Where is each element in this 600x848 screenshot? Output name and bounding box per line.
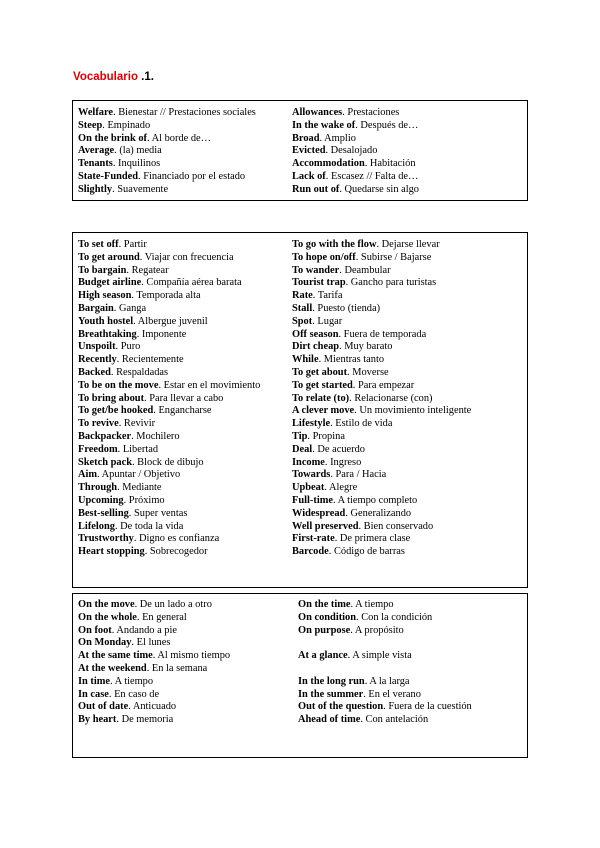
vocab-term: Lifelong [78, 520, 115, 532]
vocab-term: Accommodation [292, 158, 365, 170]
vocab-entry [78, 482, 292, 495]
vocab-definition: . Para / Hacia [330, 469, 387, 481]
vocab-entry [292, 482, 528, 495]
vocab-term: To bring about [78, 392, 145, 404]
vocab-definition: . Fuera de temporada [338, 328, 427, 340]
vocab-definition: . Empinado [102, 119, 151, 131]
vocab-entry [78, 521, 292, 534]
vocab-term: Bargain [78, 302, 114, 314]
vocab-definition: . Revivir [118, 418, 156, 430]
vocab-term: Upcoming [78, 494, 124, 506]
vocab-term: Youth hostel [78, 315, 134, 327]
vocab-term: Slightly [78, 183, 113, 195]
vocab-definition: . Inquilinos [112, 158, 161, 170]
vocab-entry [292, 252, 528, 265]
vocab-entry [292, 239, 528, 252]
vocab-definition: . Desalojado [325, 145, 378, 157]
vocab-entry [292, 367, 528, 380]
vocab-definition: . Con la condición [356, 611, 433, 623]
vocab-definition: . Ganga [113, 302, 147, 314]
vocab-box-2 [72, 232, 528, 588]
vocab-term: On condition [298, 611, 357, 623]
vocab-term: Backed [78, 366, 111, 378]
vocab-term: At the same time [78, 650, 153, 662]
vocab-definition: . Bien conservado [358, 520, 434, 532]
vocab-definition: . Apuntar / Objetivo [97, 469, 181, 481]
vocab-entry [292, 546, 528, 559]
vocab-definition: . A la larga [364, 675, 410, 687]
vocab-definition: . Albergue juvenil [133, 315, 208, 327]
vocab-definition: . Imponente [136, 328, 187, 340]
vocab-box-3 [72, 593, 528, 758]
vocab-entry [298, 612, 528, 625]
vocab-term: To be on the move [78, 379, 159, 391]
vocab-definition: . Al mismo tiempo [152, 650, 231, 662]
vocab-term: Tip [292, 430, 308, 442]
vocab-entry [292, 508, 528, 521]
vocab-entry [298, 650, 528, 663]
vocab-entry [78, 239, 292, 252]
vocab-definition: . (la) media [114, 145, 162, 157]
vocab-entry [78, 418, 292, 431]
vocab-term: Rate [292, 290, 313, 302]
vocab-term: Income [292, 456, 325, 468]
vocab-definition: . Recientemente [116, 354, 184, 366]
vocab-definition: . De acuerdo [312, 443, 365, 455]
vocab-entry [292, 457, 528, 470]
vocab-definition: . Generalizando [345, 507, 412, 519]
vocab-term: On the whole [78, 611, 137, 623]
vocab-definition: . Estar en el movimiento [158, 379, 261, 391]
vocab-definition: . Gancho para turistas [345, 277, 437, 289]
vocab-term: On the time [298, 599, 351, 610]
vocab-entry [292, 120, 528, 133]
vocab-definition: . Deambular [339, 264, 391, 276]
vocab-definition: . Quedarse sin algo [339, 183, 419, 195]
vocab-entry [292, 171, 528, 184]
vocab-entry [78, 393, 292, 406]
vocab-entry [292, 277, 528, 290]
vocab-entry [78, 265, 292, 278]
vocab-definition: . Próximo [123, 494, 165, 506]
vocab-entry [78, 290, 292, 303]
vocab-term: Dirt cheap [292, 341, 340, 353]
vocab-definition: . En la semana [146, 662, 208, 674]
vocab-term: At the weekend [78, 662, 147, 674]
vocab-entry [78, 133, 292, 146]
vocab-term: A clever move [292, 405, 355, 417]
vocab-definition: . Libertad [117, 443, 159, 455]
vocab-entry [78, 107, 292, 120]
vocab-entry [292, 380, 528, 393]
vocab-definition: . Puesto (tienda) [312, 302, 381, 314]
vocab-term: To bargain [78, 264, 127, 276]
vocab-entry [78, 329, 292, 342]
vocab-entry [292, 145, 528, 158]
vocab-entry [78, 714, 298, 727]
vocab-definition: . Regatear [126, 264, 169, 276]
vocab-grid-2 [78, 239, 527, 559]
vocab-term: To hope on/off [292, 251, 356, 263]
vocab-entry [292, 405, 528, 418]
vocab-grid-3 [78, 599, 527, 727]
vocab-term: State-Funded [78, 170, 139, 182]
vocab-entry [78, 495, 292, 508]
vocab-term: To revive [78, 418, 119, 430]
vocab-term: Off season [292, 328, 339, 340]
vocab-definition: . Tarifa [312, 290, 343, 302]
vocab-entry [78, 120, 292, 133]
vocab-entry [298, 637, 528, 650]
vocab-entry [298, 701, 528, 714]
vocab-entry [298, 689, 528, 702]
vocab-entry [78, 405, 292, 418]
vocab-entry [292, 329, 528, 342]
vocab-entry [78, 625, 298, 638]
vocab-definition: . Ingreso [324, 456, 362, 468]
vocab-term: Upbeat [292, 482, 325, 494]
vocab-entry [78, 457, 292, 470]
vocab-definition: . Con antelación [360, 714, 429, 726]
vocab-entry [78, 145, 292, 158]
vocab-definition: . Mediante [117, 482, 162, 494]
vocab-term: To get/be hooked [78, 405, 154, 417]
vocab-term: On purpose [298, 624, 351, 636]
vocab-entry [78, 341, 292, 354]
vocab-entry [78, 637, 298, 650]
vocab-definition: . En general [136, 611, 187, 623]
vocab-term: Breathtaking [78, 328, 137, 340]
vocab-term: Barcode [292, 546, 329, 558]
vocab-term: On foot [78, 624, 112, 636]
vocab-term: In case [78, 688, 109, 700]
vocab-term: Evicted [292, 145, 326, 157]
vocab-definition: . Mientras tanto [318, 354, 385, 366]
vocab-entry [292, 133, 528, 146]
vocab-term: To set off [78, 239, 119, 250]
vocab-definition: . Después de… [355, 119, 419, 131]
vocab-entry [78, 184, 292, 197]
vocab-entry [292, 393, 528, 406]
vocab-entry [78, 599, 298, 612]
vocab-term: Heart stopping [78, 546, 145, 558]
vocab-term: Backpacker [78, 430, 132, 442]
vocab-definition: . Escasez // Falta de… [325, 170, 419, 182]
vocab-term: In the summer [298, 688, 364, 700]
vocab-definition: . De toda la vida [114, 520, 184, 532]
vocab-term: Aim [78, 469, 98, 481]
vocab-term: Deal [292, 443, 313, 455]
vocab-definition: . Digno es confianza [133, 533, 220, 545]
vocab-entry [78, 508, 292, 521]
vocab-term: Towards [292, 469, 331, 481]
vocab-definition: . Viajar con frecuencia [139, 251, 234, 263]
vocab-entry [292, 469, 528, 482]
vocab-entry [292, 533, 528, 546]
vocab-term: To get around [78, 251, 140, 263]
vocab-term: To get started [292, 379, 353, 391]
vocab-entry [298, 625, 528, 638]
vocab-entry [78, 431, 292, 444]
vocab-term: First-rate [292, 533, 335, 545]
vocab-definition: . Compañía aérea barata [141, 277, 242, 289]
vocab-entry [292, 521, 528, 534]
vocab-term: Trustworthy [78, 533, 134, 545]
vocab-term: Freedom [78, 443, 118, 455]
vocab-definition: . A tiempo [110, 675, 154, 687]
vocab-definition: . Mochilero [131, 430, 180, 442]
vocab-term: At a glance [298, 650, 348, 662]
vocab-term: Widespread [292, 507, 346, 519]
vocab-definition: . Amplio [319, 132, 356, 144]
vocab-term: Stall [292, 302, 313, 314]
vocab-term: In time [78, 675, 111, 687]
vocab-definition: . Propina [307, 430, 345, 442]
vocab-entry [78, 277, 292, 290]
vocab-definition: . Engancharse [153, 405, 212, 417]
vocab-definition: . Para llevar a cabo [144, 392, 224, 404]
vocab-definition: . Código de barras [328, 546, 405, 558]
vocab-box-1 [72, 100, 528, 201]
vocab-term: On the brink of [78, 132, 147, 144]
vocab-term: To get about [292, 366, 348, 378]
vocab-entry [292, 290, 528, 303]
vocab-definition: . De un lado a otro [134, 599, 212, 610]
vocab-entry [292, 341, 528, 354]
vocab-term: Allowances [292, 107, 343, 118]
vocab-term: Out of the question [298, 701, 384, 713]
vocab-entry [78, 367, 292, 380]
vocab-definition: . Puro [115, 341, 141, 353]
vocab-definition: . El lunes [131, 637, 171, 649]
vocab-entry [298, 714, 528, 727]
vocab-term: Through [78, 482, 118, 494]
vocab-term: Broad [292, 132, 320, 144]
vocab-entry [78, 676, 298, 689]
vocab-definition: . Respaldadas [110, 366, 169, 378]
vocab-definition: . Partir [118, 239, 147, 250]
vocab-definition: . Suavemente [112, 183, 169, 195]
vocab-term: While [292, 354, 319, 366]
vocab-term: Budget airline [78, 277, 142, 289]
vocab-entry [292, 431, 528, 444]
vocab-entry [78, 380, 292, 393]
vocab-definition: . En caso de [108, 688, 160, 700]
vocab-term: Unspoilt [78, 341, 116, 353]
vocab-definition: . De primera clase [334, 533, 411, 545]
vocab-definition: . Subirse / Bajarse [355, 251, 432, 263]
vocab-entry [78, 444, 292, 457]
vocab-term: Recently [78, 354, 117, 366]
vocab-entry [292, 495, 528, 508]
title-label: Vocabulario [73, 71, 138, 83]
vocab-entry [78, 701, 298, 714]
vocab-definition: . Andando a pie [111, 624, 177, 636]
vocab-entry [292, 354, 528, 367]
vocab-definition: . Block de dibujo [131, 456, 204, 468]
vocab-entry [292, 418, 528, 431]
vocab-term: To go with the flow [292, 239, 377, 250]
title-suffix: .1. [137, 71, 154, 83]
page-title [73, 71, 154, 83]
vocab-definition: . A tiempo completo [332, 494, 418, 506]
vocab-definition: . En el verano [363, 688, 421, 700]
vocab-term: Welfare [78, 107, 114, 118]
vocab-term: To relate (to) [292, 392, 350, 404]
vocab-entry [78, 316, 292, 329]
vocab-term: Sketch pack [78, 456, 132, 468]
vocab-term: Full-time [292, 494, 333, 506]
vocab-definition: . Habitación [364, 158, 416, 170]
vocab-definition: . A simple vista [347, 650, 412, 662]
vocab-term: Run out of [292, 183, 340, 195]
vocab-term: High season [78, 290, 132, 302]
vocab-term: Well preserved [292, 520, 359, 532]
vocab-entry [78, 663, 298, 676]
vocab-term: By heart [78, 714, 117, 726]
vocab-entry [78, 546, 292, 559]
vocab-entry [292, 444, 528, 457]
vocab-definition: . Estilo de vida [330, 418, 393, 430]
vocab-definition: . Moverse [347, 366, 389, 378]
vocab-entry [292, 184, 528, 197]
vocab-definition: . Super ventas [128, 507, 188, 519]
vocab-definition: . Financiado por el estado [138, 170, 246, 182]
vocab-term: In the long run [298, 675, 365, 687]
vocab-entry [78, 303, 292, 316]
vocab-term: Lifestyle [292, 418, 331, 430]
vocab-entry [298, 676, 528, 689]
vocab-term: Lack of [292, 170, 326, 182]
vocab-definition: . Muy barato [339, 341, 393, 353]
vocab-definition: . Sobrecogedor [144, 546, 208, 558]
vocab-term: On the move [78, 599, 135, 610]
vocab-entry [78, 533, 292, 546]
vocab-entry [292, 265, 528, 278]
vocab-term: Tenants [78, 158, 113, 170]
vocab-entry [78, 171, 292, 184]
vocab-entry [292, 316, 528, 329]
vocab-definition: . Dejarse llevar [376, 239, 440, 250]
vocab-definition: . Bienestar // Prestaciones sociales [113, 107, 256, 118]
vocab-term: Best-selling [78, 507, 129, 519]
vocab-entry [78, 354, 292, 367]
vocab-entry [298, 599, 528, 612]
vocab-term: On Monday [78, 637, 132, 649]
vocab-definition: . Un movimiento inteligente [354, 405, 472, 417]
vocab-entry [298, 663, 528, 676]
vocab-entry [78, 252, 292, 265]
vocab-term: Ahead of time [298, 714, 361, 726]
vocab-entry [78, 612, 298, 625]
vocab-term: To wander [292, 264, 340, 276]
vocab-grid-1 [78, 107, 527, 197]
vocab-term: In the wake of [292, 119, 356, 131]
vocab-definition: . Para empezar [352, 379, 415, 391]
vocab-definition: . Al borde de… [147, 132, 212, 144]
vocab-entry [78, 469, 292, 482]
vocab-definition: . Alegre [324, 482, 358, 494]
vocab-definition: . A propósito [350, 624, 404, 636]
vocab-entry [78, 650, 298, 663]
vocab-term: Out of date [78, 701, 129, 713]
vocab-definition: . Relacionarse (con) [349, 392, 433, 404]
vocab-definition: . Temporada alta [131, 290, 201, 302]
vocab-term: Tourist trap [292, 277, 346, 289]
vocab-entry [292, 107, 528, 120]
vocab-definition: . A tiempo [350, 599, 394, 610]
vocab-definition: . Anticuado [128, 701, 177, 713]
vocab-term: Spot [292, 315, 313, 327]
vocab-term: Steep [78, 119, 103, 131]
vocab-definition: . Prestaciones [342, 107, 400, 118]
vocab-definition: . Lugar [312, 315, 343, 327]
vocab-entry [78, 689, 298, 702]
vocab-term: Average [78, 145, 115, 157]
vocab-entry [292, 303, 528, 316]
vocab-entry [292, 158, 528, 171]
vocab-definition: . Fuera de la cuestión [383, 701, 472, 713]
vocab-definition: . De memoria [116, 714, 174, 726]
vocab-entry [78, 158, 292, 171]
